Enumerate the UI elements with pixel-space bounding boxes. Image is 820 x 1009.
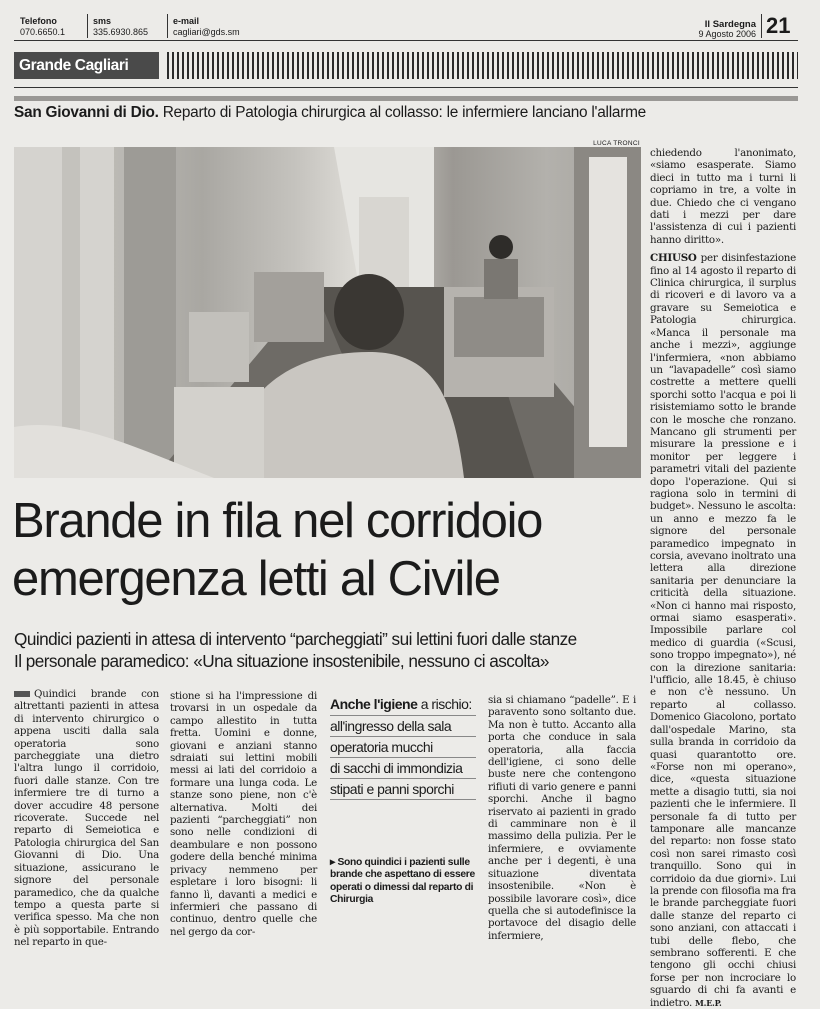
photo-caption-text: Sono quindici i pazienti sulle brande che aspettano di essere operati o dimessi dal reparto di Chirurgia xyxy=(330,857,475,906)
headline-line-2: emergenza letti al Civile xyxy=(12,552,500,606)
section-label: Grande Cagliari xyxy=(14,52,159,79)
email-value: cagliari@gds.sm xyxy=(173,27,240,37)
author-signature: M.E.P. xyxy=(695,997,722,1008)
sms-label: sms xyxy=(93,16,112,26)
article-column-5 xyxy=(650,147,796,1009)
article-column-1-text: Quindici brande con altrettanti pazienti in attesa di intervento chirurgico o appena usciti dalla sala operatoria sono parcheggiate una dietro l'altra lungo il corridoio, fuori dalle stanze. Con tre infermiere tre di turno a dover accudire 48 persone ricoverate. Succede nel reparto di Semeiotica e Patologia chirurgica del San Giovanni di Dio. Una situazione, assicurano le signore del personale paramedico, che da qualche tempo a questa parte si verifica spesso. Ma che non è più sopportabile. Entrando nel reparto in que- xyxy=(14,688,159,949)
photo-credit: LUCA TRONCI xyxy=(593,140,640,147)
article-column-5-lead: CHIUSO xyxy=(650,252,697,265)
page-number: 21 xyxy=(766,13,791,38)
corridor-photo xyxy=(14,147,641,478)
article-column-2: stione si ha l'impressione di trovarsi in un ospedale da campo allestito in tutta fretta. Uomini e donne, giovani e anziani stanno sdraiati sui lettini mobili messi ai lati del corridoio a formare una lunga coda. Le stanze sono piene, non c'è alternativa. Molti dei pazienti “parcheggiati” non sono nelle condizioni di deambulare e non possono godere della benché minima privacy nemmeno per espletare i loro bisogni: li fanno lì, davanti a medici e infermieri che passano di continuo, dentro quelle che nel gergo da cor- xyxy=(170,690,317,938)
article-column-5-top: chiedendo l'anonimato, «siamo esasperate. Siamo dieci in tutto ma i turni li copriamo in tre, a volte in due. Chiedo che ci vengano dati i mezzi per dare l'assistenza di cui i pazienti hanno diritto». xyxy=(650,147,796,246)
article-column-1 xyxy=(14,688,159,949)
sidebar-title-bold: Anche l'igiene xyxy=(330,696,418,712)
sidebar-line: operatoria mucchi xyxy=(330,737,476,758)
paper-name: Il Sardegna xyxy=(704,19,756,30)
photo-caption xyxy=(330,857,476,907)
sidebar-line: stipati e panni sporchi xyxy=(330,779,476,800)
caption-arrow-icon: ▸ xyxy=(330,857,335,868)
telefono-value: 070.6650.1 xyxy=(20,27,66,37)
email-label: e-mail xyxy=(173,16,200,26)
subheadline-line-1: Quindici pazienti in attesa di intervento “parcheggiati” sui lettini fuori dalle stanze xyxy=(14,629,577,649)
sidebar-title-rest: a rischio: xyxy=(417,696,472,712)
article-column-4: sia si chiamano “padelle”. E i paravento sono soltanto due. Ma non è tutto. Accanto alla porta che conduce in sala operatoria, alla faccia dell'igiene, ci sono delle buste nere che contengono rifiuti di vario genere e panni sporchi. Anche il bagno riservato ai pazienti in grado di camminare non è il massimo della pulizia. Per le infermiere, e ovviamente anche per i degenti, è una situazione diventata insostenibile. «Non è possibile lavorare così», dice quella che si autodefinisce la portavoce del disagio delle infermiere, xyxy=(488,694,636,942)
sidebar-line: di sacchi di immondizia xyxy=(330,758,476,779)
article-column-5-body: per disinfestazione fino al 14 agosto il reparto di Clinica chirurgica, il surplus di ricoveri e di lavoro va a gravare su Semeiotica e Patologia chirurgica. «Manca il personale ma anche i mezzi», aggiunge l'infermiera, «non abbiamo un “lavapadelle” così siamo costrette a mettere quelli sporchi sotto l'acqua e poi li risistemiamo sotto le brande con le mosche che ronzano. Mancano gli strumenti per misurare la pressione e i monitor per leggere i parametri vitali del paziente dopo l'operazione. Qui si ragiona solo in termini di budget». Nessuno le ascolta: un anno e mezzo fa le signore del personale paramedico impegnato in corsia, avevano inoltrato una lettera alla direzione sanitaria per denunciare la criticità della situazione. «Non ci hanno mai risposto, ormai siamo esasperati». Impossibile parlare col medico di guardia («Scusi, sono troppo impegnato»), né con la direzione sanitaria: l'ufficio, alle 18.45, è chiuso e non c'è nessuno. Un reparto al collasso. Domenico Giacolono, portato dall'ospedale Marino, sta sulla branda in corridoio da quasi quarantotto ore. «Forse non mi operano», dice, «questa situazione mette a disagio tutti, sia noi pazienti che le infermiere. Il personale fa di tutto per tamponare alle mancanze del reparto: non fosse stato così non sarei rimasto così tranquillo. Sono qui in corridoio da due giorni». Lui la prende con filosofia ma fra le brande parcheggiate fuori dalle stanze del reparto ci sono anziani, con attaccati i tubi delle flebo, che sembrano sofferenti. E che tengono gli occhi chiusi forse per non incrociare lo sguardo di chi fa avanti e indietro. xyxy=(650,252,796,1009)
kicker-text: Reparto di Patologia chirurgica al collasso: le infermiere lanciano l'allarme xyxy=(162,104,646,121)
sidebar-line: all'ingresso della sala xyxy=(330,716,476,737)
issue-date: 9 Agosto 2006 xyxy=(698,29,756,39)
masthead xyxy=(0,0,820,44)
headline-line-1: Brande in fila nel corridoio xyxy=(12,494,543,548)
kicker-rule xyxy=(14,96,798,101)
telefono-label: Telefono xyxy=(20,16,57,26)
sidebar-box xyxy=(330,695,476,800)
kicker-place: San Giovanni di Dio. xyxy=(14,104,159,121)
sidebar-title xyxy=(330,695,476,716)
subheadline-line-2: Il personale paramedico: «Una situazione insostenibile, nessuno ci ascolta» xyxy=(14,651,549,671)
sms-value: 335.6930.865 xyxy=(93,27,149,37)
article-bullet xyxy=(14,691,30,697)
kicker xyxy=(14,104,804,122)
section-decoration xyxy=(167,52,798,79)
